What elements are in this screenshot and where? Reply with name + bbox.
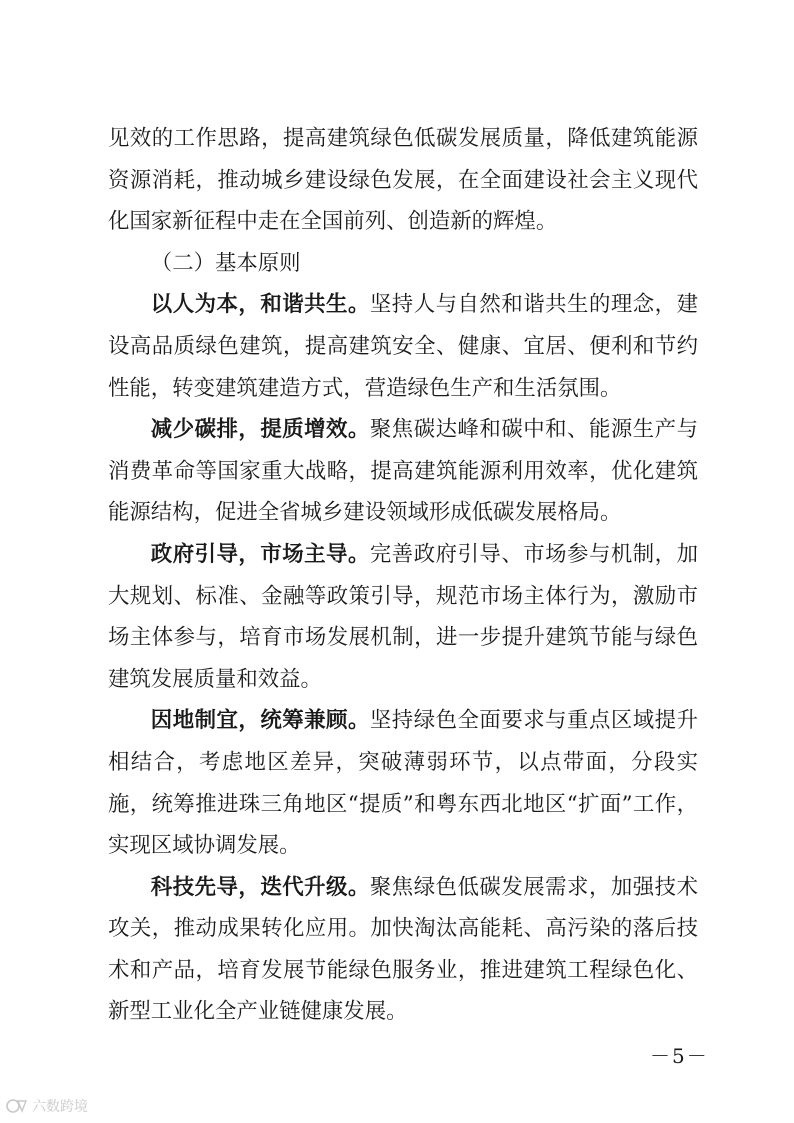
section-heading	[108, 243, 698, 285]
principle-text: 坚持人与自然和谐共生的理念，建设高品质绿色建筑，提高建筑安全、健康、宜居、便利和节约性能，转变建筑建造方式，营造绿色生产和生活氛围。	[108, 292, 698, 401]
principle-title: 科技先导，迭代升级。	[150, 874, 370, 900]
principle-title: 因地制宜，统筹兼顾。	[150, 708, 370, 734]
document-body	[108, 118, 698, 1033]
principle-title: 政府引导，市场主导。	[150, 541, 370, 567]
principle-paragraph-technology-led	[108, 867, 698, 1033]
paragraph-text: 见效的工作思路，提高建筑绿色低碳发展质量，降低建筑能源资源消耗，推动城乡建设绿色发展，在全面建设社会主义现代化国家新征程中走在全国前列、创造新的辉煌。	[108, 126, 698, 235]
principle-text: 完善政府引导、市场参与机制，加大规划、标准、金融等政策引导，规范市场主体行为，激励市场主体参与，培育市场发展机制，进一步提升建筑节能与绿色建筑发展质量和效益。	[108, 541, 698, 692]
principle-title: 减少碳排，提质增效。	[150, 417, 370, 443]
principle-paragraph-people-oriented	[108, 284, 698, 409]
principle-text: 聚焦碳达峰和碳中和、能源生产与消费革命等国家重大战略，提高建筑能源利用效率，优化建筑能源结构，促进全省城乡建设领域形成低碳发展格局。	[108, 417, 698, 526]
watermark	[6, 1096, 88, 1116]
principle-text: 聚焦绿色低碳发展需求，加强技术攻关，推动成果转化应用。加快淘汰高能耗、高污染的落后技术和产品，培育发展节能绿色服务业，推进建筑工程绿色化、新型工业化全产业链健康发展。	[108, 874, 698, 1025]
section-heading-text: （二）基本原则	[150, 250, 301, 276]
principle-text: 坚持绿色全面要求与重点区域提升相结合，考虑地区差异，突破薄弱环节，以点带面，分段实施，统筹推进珠三角地区“提质”和粤东西北地区“扩面”工作，实现区域协调发展。	[108, 708, 698, 859]
principle-paragraph-government-guidance	[108, 534, 698, 700]
watermark-logo-icon	[6, 1097, 28, 1115]
watermark-text: 六数跨境	[32, 1099, 88, 1115]
paragraph-intro-continuation	[108, 118, 698, 243]
principle-paragraph-carbon-reduction	[108, 409, 698, 534]
principle-title: 以人为本，和谐共生。	[150, 292, 370, 318]
page-number: －5－	[650, 1044, 709, 1068]
principle-paragraph-local-conditions	[108, 700, 698, 866]
